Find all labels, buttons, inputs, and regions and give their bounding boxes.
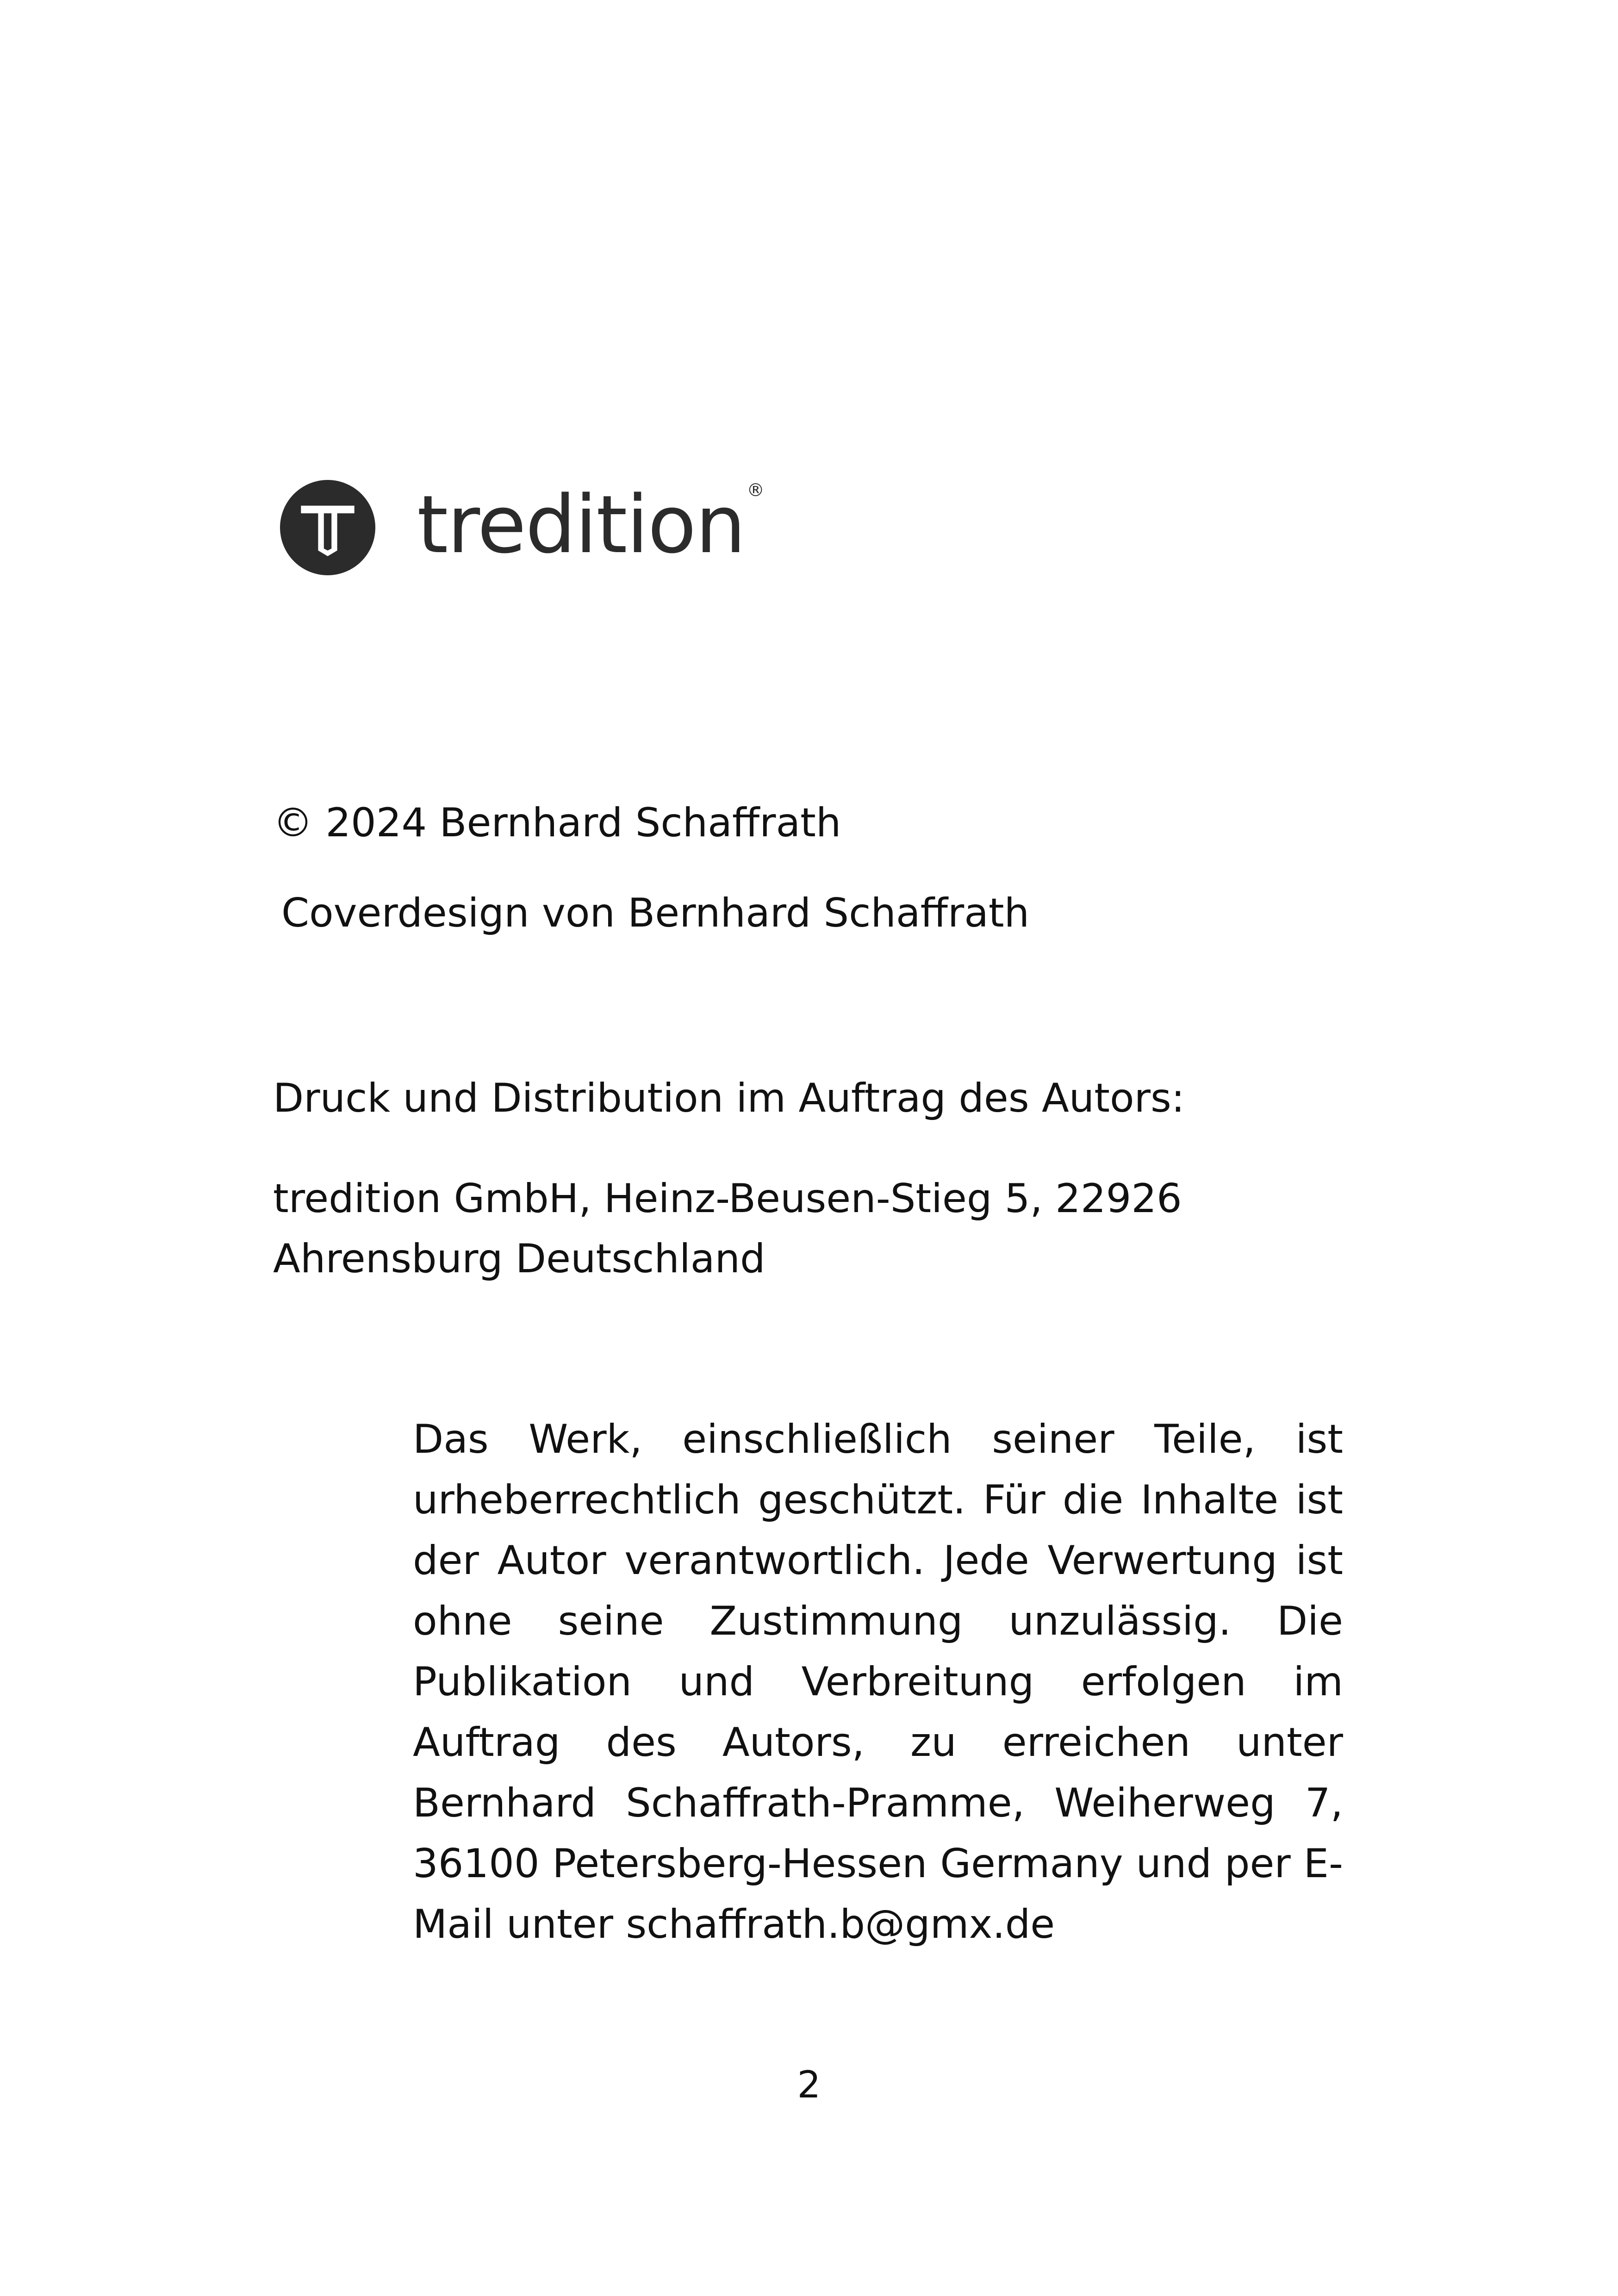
page-number: 2 <box>797 2063 821 2106</box>
cover-design-line: Coverdesign von Bernhard Schaffrath <box>281 890 1030 936</box>
address-line-1: tredition GmbH, Heinz-Beusen-Stieg 5, 22926 <box>273 1176 1182 1222</box>
tredition-logo-icon <box>280 480 375 575</box>
address-line-2: Ahrensburg Deutschland <box>273 1236 765 1282</box>
logo-wordmark: tredition ® <box>417 478 764 571</box>
copyright-line: © 2024 Bernhard Schaffrath <box>273 800 841 846</box>
publisher-logo <box>280 479 764 576</box>
copyright-notice: Das Werk, einschließlich seiner Teile, ist urheberrechtlich geschützt. Für die Inhalte ist der Autor verantwortlich. Jede Verwertung ist ohne seine Zustimmung unzulässig. Die Publikation und Verbreitung erfolgen im Auftrag des Autors, zu erreichen unter Bernhard Schaffrath-Pramme, Weiherweg 7, 36100 Petersberg-Hessen Germany und per E-Mail unter schaffrath.b@gmx.de <box>413 1416 1343 1948</box>
registered-mark: ® <box>747 480 764 500</box>
publisher-address <box>273 1169 1182 1289</box>
print-distribution-line: Druck und Distribution im Auftrag des Autors: <box>273 1075 1185 1121</box>
